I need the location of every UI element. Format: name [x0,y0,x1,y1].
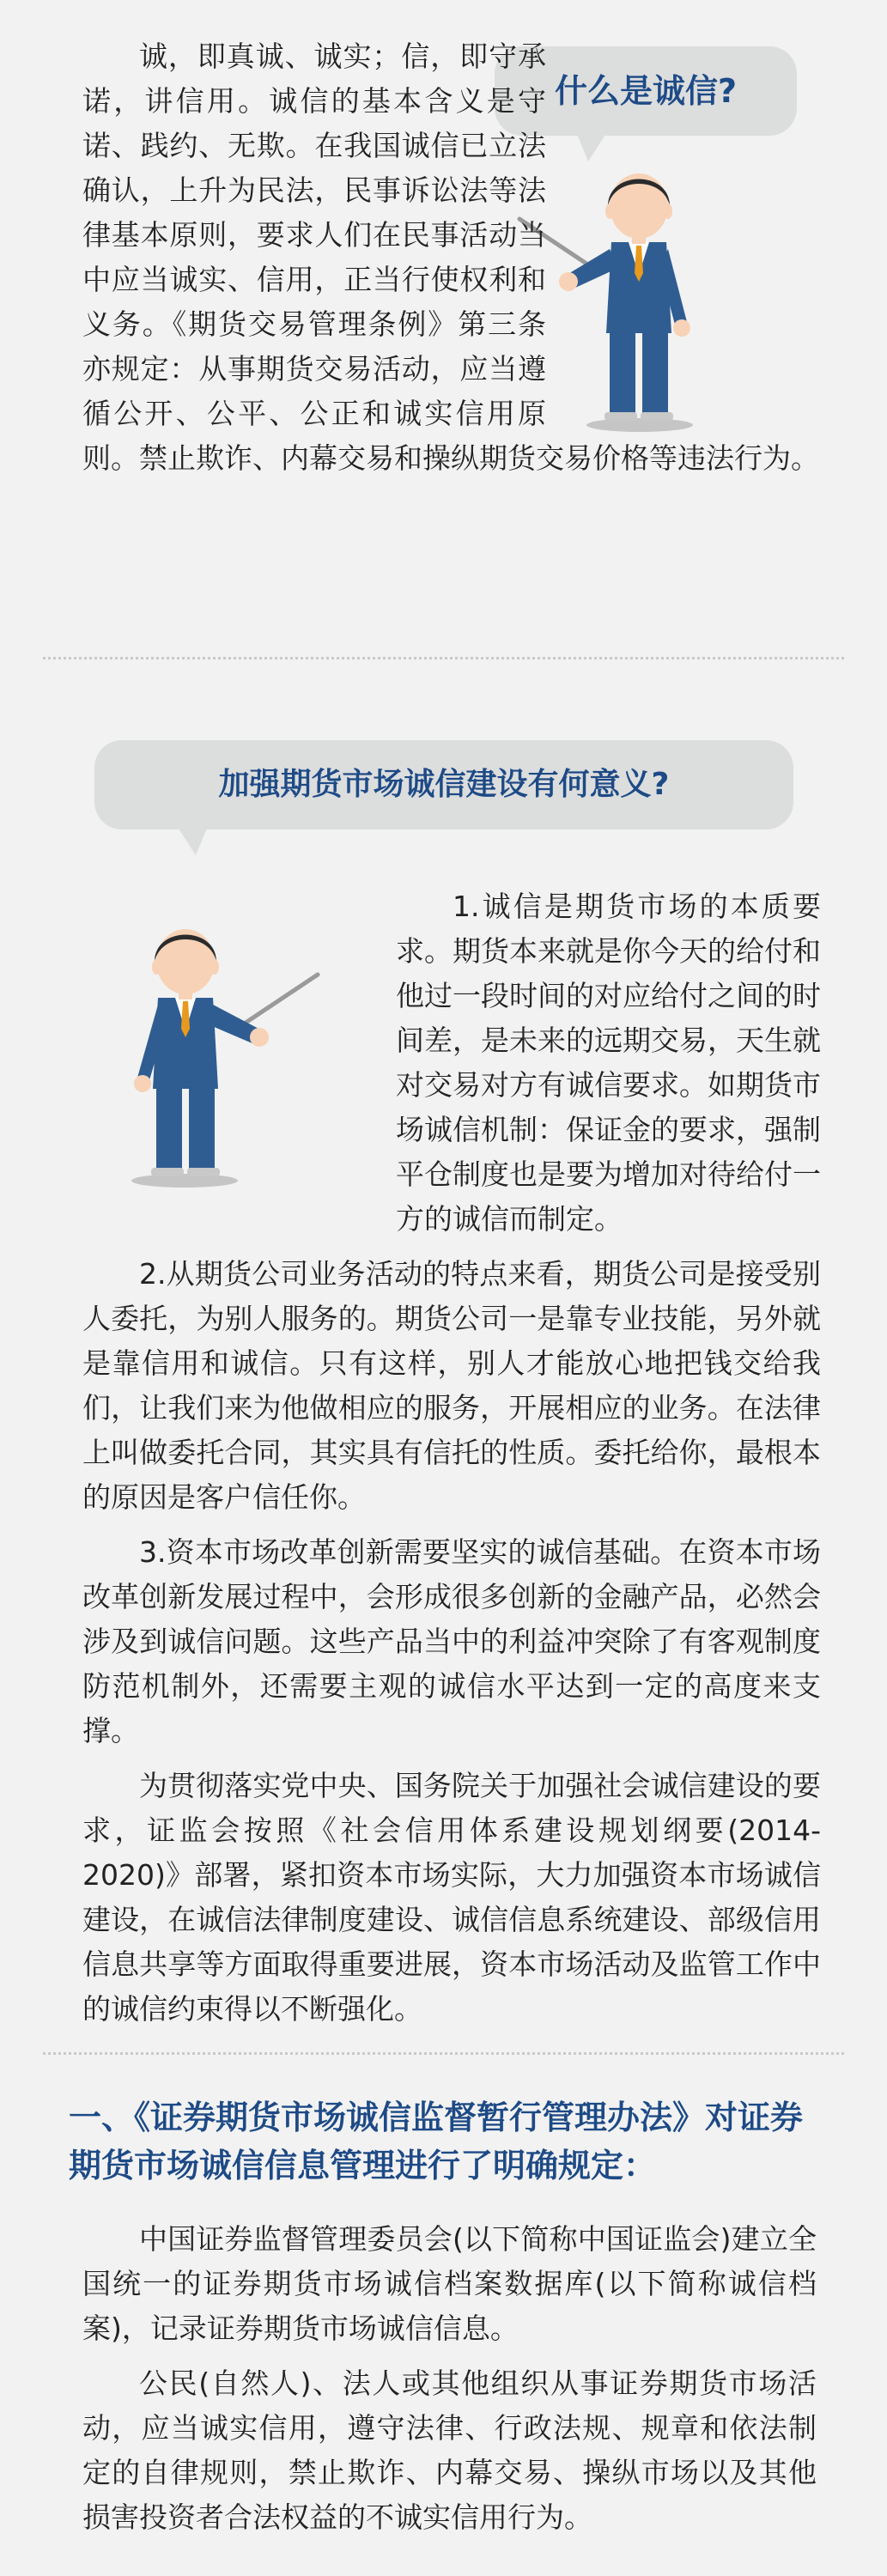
significance-point-2: 2.从期货公司业务活动的特点来看，期货公司是接受别人委托，为别人服务的。期货公司一是靠专业技能，另外就是靠信用和诚信。只有这样，别人才能放心地把钱交给我们，让我们来为他做相应的服务，开展相应的业务。在法律上叫做委托合同，其实具有信托的性质。委托给你，最根本的原因是客户信任你。 [82,1257,821,1514]
regulation-paragraph-2: 公民(自然人)、法人或其他组织从事证券期货市场活动，应当诚实信用，遵守法律、行政法规、规章和依法制定的自律规则，禁止欺诈、内幕交易、操纵市场以及其他损害投资者合法权益的不诚实信用行为。 [82,2366,817,2534]
significance-paragraphs-container [82,884,821,2032]
regulation-paragraph-1: 中国证券监督管理委员会(以下简称中国证监会)建立全国统一的证券期货市场诚信档案数据库(以下简称诚信档案)，记录证券期货市场诚信信息。 [82,2222,817,2345]
intro-paragraph: 诚，即真诚、诚实；信，即守承诺，讲信用。诚信的基本含义是守诺、践约、无欺。在我国诚信已立法确认，上升为民法，民事诉讼法等法律基本原则，要求人们在民事活动当中应当诚实、信用，正当行使权利和义务。《期货交易管理条例》第三条亦规定：从事期货交易活动，应当遵循公开、公平、公正和诚实信用原则。禁止欺诈、内幕交易和操纵期货交易价格等违法行为。 [82,39,819,475]
section-divider-2 [43,2052,844,2055]
csrc-implementation-paragraph: 为贯彻落实党中央、国务院关于加强社会诚信建设的要求，证监会按照《社会信用体系建设规划纲要(2014-2020)》部署，紧扣资本市场实际，大力加强资本市场诚信建设，在诚信法律制度建设、诚信信息系统建设、部级信用信息共享等方面取得重要进展，资本市场活动及监管工作中的诚信约束得以不断强化。 [82,1769,821,2026]
section-divider-1 [43,657,844,659]
intro-paragraph-container [82,34,821,481]
bubble-title: 加强期货市场诚信建设有何意义? [218,767,670,802]
speech-bubble-significance [94,740,793,829]
regulation-heading: 一、《证券期货市场诚信监督暂行管理办法》对证券期货市场诚信信息管理进行了明确规定： [69,2099,804,2184]
bubble-tail [177,826,208,855]
bubble-title: 什么是诚信? [554,72,738,110]
figure-wrap-spacer [82,884,396,1211]
figure-wrap-spacer [546,34,821,429]
significance-point-3: 3.资本市场改革创新需要坚实的诚信基础。在资本市场改革创新发展过程中，会形成很多创新的金融产品，必然会涉及到诚信问题。这些产品当中的利益冲突除了有客观制度防范机制外，还需要主观的诚信水平达到一定的高度来支撑。 [82,1535,821,1747]
regulation-paragraphs-container [82,2217,817,2540]
significance-point-1: 1.诚信是期货市场的本质要求。期货本来就是你今天的给付和他过一段时间的对应给付之间的时间差，是未来的远期交易，天生就对交易对方有诚信要求。如期货市场诚信机制：保证金的要求，强制平仓制度也是要为增加对待给付一方的诚信而制定。 [396,890,821,1236]
